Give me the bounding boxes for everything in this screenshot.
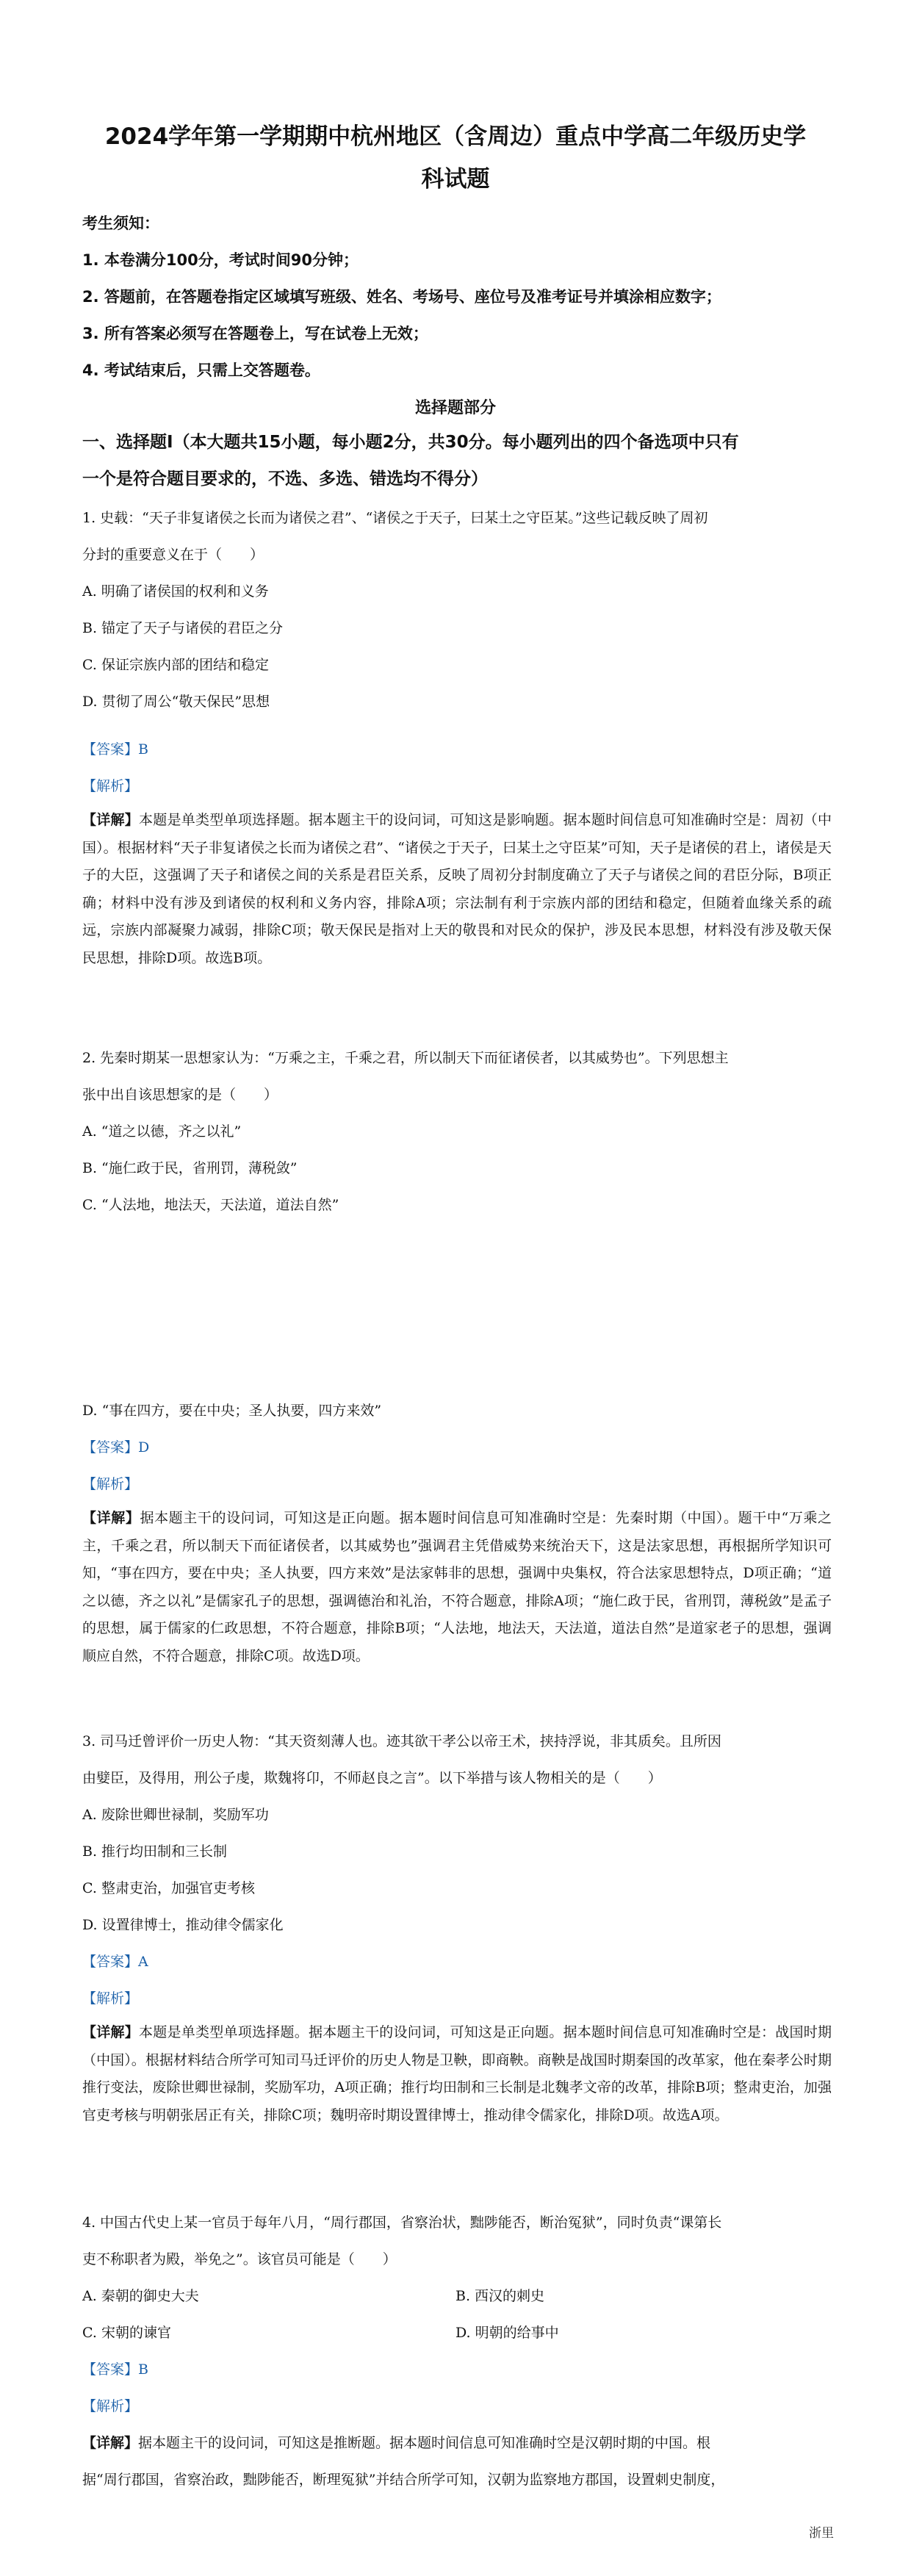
q1-detail	[82, 807, 832, 972]
q4-stem-line1: 4. 中国古代史上某一官员于每年八月，“周行郡国，省察治状，黜陟能否，断治冤狱”，同时负责“课第长	[82, 2215, 722, 2231]
q4-answer: 【答案】B	[82, 2361, 148, 2378]
part-title-line2: 一个是符合题目要求的，不选、多选、错选均不得分）	[82, 469, 488, 489]
q4-option-d: D. 明朝的给事中	[455, 2325, 559, 2341]
q3-detail-label: 【详解】	[82, 2024, 139, 2040]
q4-detail-line1	[82, 2432, 839, 2452]
q4-detail-label: 【详解】	[82, 2435, 139, 2451]
q3-stem-line1: 3. 司马迁曾评价一历史人物：“其天资刻薄人也。迹其欲干孝公以帝王术，挟持浮说，非其质矣。且所因	[82, 1733, 721, 1749]
notice-item-4: 4. 考试结束后，只需上交答题卷。	[82, 361, 320, 379]
exam-title-line1: 2024学年第一学期期中杭州地区（含周边）重点中学高二年级历史学	[104, 123, 807, 150]
exam-title-line2: 科试题	[421, 166, 490, 193]
q1-option-a: A. 明确了诸侯国的权利和义务	[82, 583, 269, 600]
q3-detail-text: 本题是单类型单项选择题。据本题主干的设问词，可知这是正向题。据本题时间信息可知准确时空是：战国时期（中国）。根据材料结合所学可知司马迁评价的历史人物是卫鞅，即商鞅。商鞅是战国时期秦国的改革家，他在秦孝公时期推行变法，废除世卿世禄制，奖励军功，A项正确；推行均田制和三长制是北魏孝文帝的改革，排除B项；整肃吏治，加强官吏考核与明朝张居正有关，排除C项；魏明帝时期设置律博士，推动律令儒家化，排除D项。故选A项。	[82, 2024, 832, 2123]
q2-option-d: D. “事在四方，要在中央；圣人执要，四方来效”	[82, 1403, 382, 1419]
footer-mark: 浙里	[809, 2526, 834, 2541]
q3-option-a: A. 废除世卿世禄制，奖励军功	[82, 1807, 269, 1823]
q3-analysis-label: 【解析】	[82, 1990, 139, 2007]
q2-stem-line1: 2. 先秦时期某一思想家认为：“万乘之主，千乘之君，所以制天下而征诸侯者，以其威势也”。下列思想主	[82, 1050, 729, 1066]
q4-analysis-label: 【解析】	[82, 2398, 139, 2414]
q1-detail-label: 【详解】	[82, 812, 139, 828]
q4-option-b: B. 西汉的刺史	[455, 2288, 545, 2304]
q1-stem-line2: 分封的重要意义在于（ ）	[82, 547, 264, 563]
part-title-line1: 一、选择题Ⅰ（本大题共15小题，每小题2分，共30分。每小题列出的四个备选项中只有	[82, 433, 739, 452]
q2-stem-line2: 张中出自该思想家的是（ ）	[82, 1087, 278, 1103]
q4-option-c: C. 宋朝的谏官	[82, 2325, 171, 2341]
q2-option-a: A. “道之以德，齐之以礼”	[82, 1123, 242, 1140]
q1-analysis-label: 【解析】	[82, 778, 139, 794]
q4-option-a: A. 秦朝的御史大夫	[82, 2288, 199, 2304]
notice-item-2: 2. 答题前，在答题卷指定区域填写班级、姓名、考场号、座位号及准考证号并填涂相应数字；	[82, 288, 721, 306]
q2-detail-label: 【详解】	[82, 1510, 140, 1526]
q2-option-c: C. “人法地，地法天，天法道，道法自然”	[82, 1197, 339, 1213]
q1-option-d: D. 贯彻了周公“敬天保民”思想	[82, 694, 270, 710]
q3-answer: 【答案】A	[82, 1954, 148, 1970]
q1-stem-line1: 1. 史载：“天子非复诸侯之长而为诸侯之君”、“诸侯之于天子，曰某土之守臣某。”这些记载反映了周初	[82, 510, 708, 526]
q2-detail-text: 据本题主干的设问词，可知这是正向题。据本题时间信息可知准确时空是：先秦时期（中国）。题干中“万乘之主，千乘之君，所以制天下而征诸侯者，以其威势也”强调君主凭借威势来统治天下，这是法家思想，再根据所学知识可知，“事在四方，要在中央；圣人执要，四方来效”是法家韩非的思想，强调中央集权，符合法家思想特点，D项正确；“道之以德，齐之以礼”是儒家孔子的思想，强调德治和礼治，不符合题意，排除A项；“施仁政于民，省刑罚，薄税敛”是孟子的思想，属于儒家的仁政思想，不符合题意，排除B项；“人法地，地法天，天法道，道法自然”是道家老子的思想，强调顺应自然，不符合题意，排除C项。故选D项。	[82, 1510, 832, 1664]
q4-detail-line2: 据“周行郡国，省察治政，黜陟能否，断理冤狱”并结合所学可知，汉朝为监察地方郡国，设置刺史制度，	[82, 2472, 725, 2488]
q2-option-b: B. “施仁政于民，省刑罚，薄税敛”	[82, 1160, 298, 1176]
q3-stem-line2: 由嬖臣，及得用，刑公子虔，欺魏将卬，不师赵良之言”。以下举措与该人物相关的是（ ）	[82, 1770, 662, 1786]
q1-option-c: C. 保证宗族内部的团结和稳定	[82, 657, 269, 673]
notice-heading: 考生须知：	[82, 215, 159, 232]
section-title: 选择题部分	[414, 399, 496, 417]
notice-item-3: 3. 所有答案必须写在答题卷上，写在试卷上无效；	[82, 325, 428, 342]
q1-detail-text: 本题是单类型单项选择题。据本题主干的设问词，可知这是影响题。据本题时间信息可知准确时空是：周初（中国）。根据材料“天子非复诸侯之长而为诸侯之君”、“诸侯之于天子，曰某土之守臣某”可知，天子是诸侯的君上，诸侯是天子的大臣，这强调了天子和诸侯之间的关系是君臣关系，反映了周初分封制度确立了天子与诸侯之间的君臣分际，B项正确；材料中没有涉及到诸侯的权利和义务内容，排除A项；宗法制有利于宗族内部的团结和稳定，但随着血缘关系的疏远，宗族内部凝聚力减弱，排除C项；敬天保民是指对上天的敬畏和对民众的保护，涉及民本思想，材料没有涉及敬天保民思想，排除D项。故选B项。	[82, 812, 832, 966]
q1-option-b: B. 锚定了天子与诸侯的君臣之分	[82, 620, 284, 636]
q3-option-c: C. 整肃吏治，加强官吏考核	[82, 1880, 255, 1896]
q3-option-d: D. 设置律博士，推动律令儒家化	[82, 1917, 284, 1933]
q4-detail-text-1: 据本题主干的设问词，可知这是推断题。据本题时间信息可知准确时空是汉朝时期的中国。根	[138, 2435, 711, 2451]
q3-detail	[82, 2019, 832, 2129]
q1-answer: 【答案】B	[82, 741, 148, 758]
q2-detail	[82, 1505, 832, 1670]
notice-item-1: 1. 本卷满分100分，考试时间90分钟；	[82, 251, 359, 269]
q3-option-b: B. 推行均田制和三长制	[82, 1843, 228, 1860]
q4-stem-line2: 吏不称职者为殿，举免之”。该官员可能是（ ）	[82, 2251, 397, 2267]
q2-analysis-label: 【解析】	[82, 1476, 139, 1492]
q2-answer: 【答案】D	[82, 1439, 150, 1456]
